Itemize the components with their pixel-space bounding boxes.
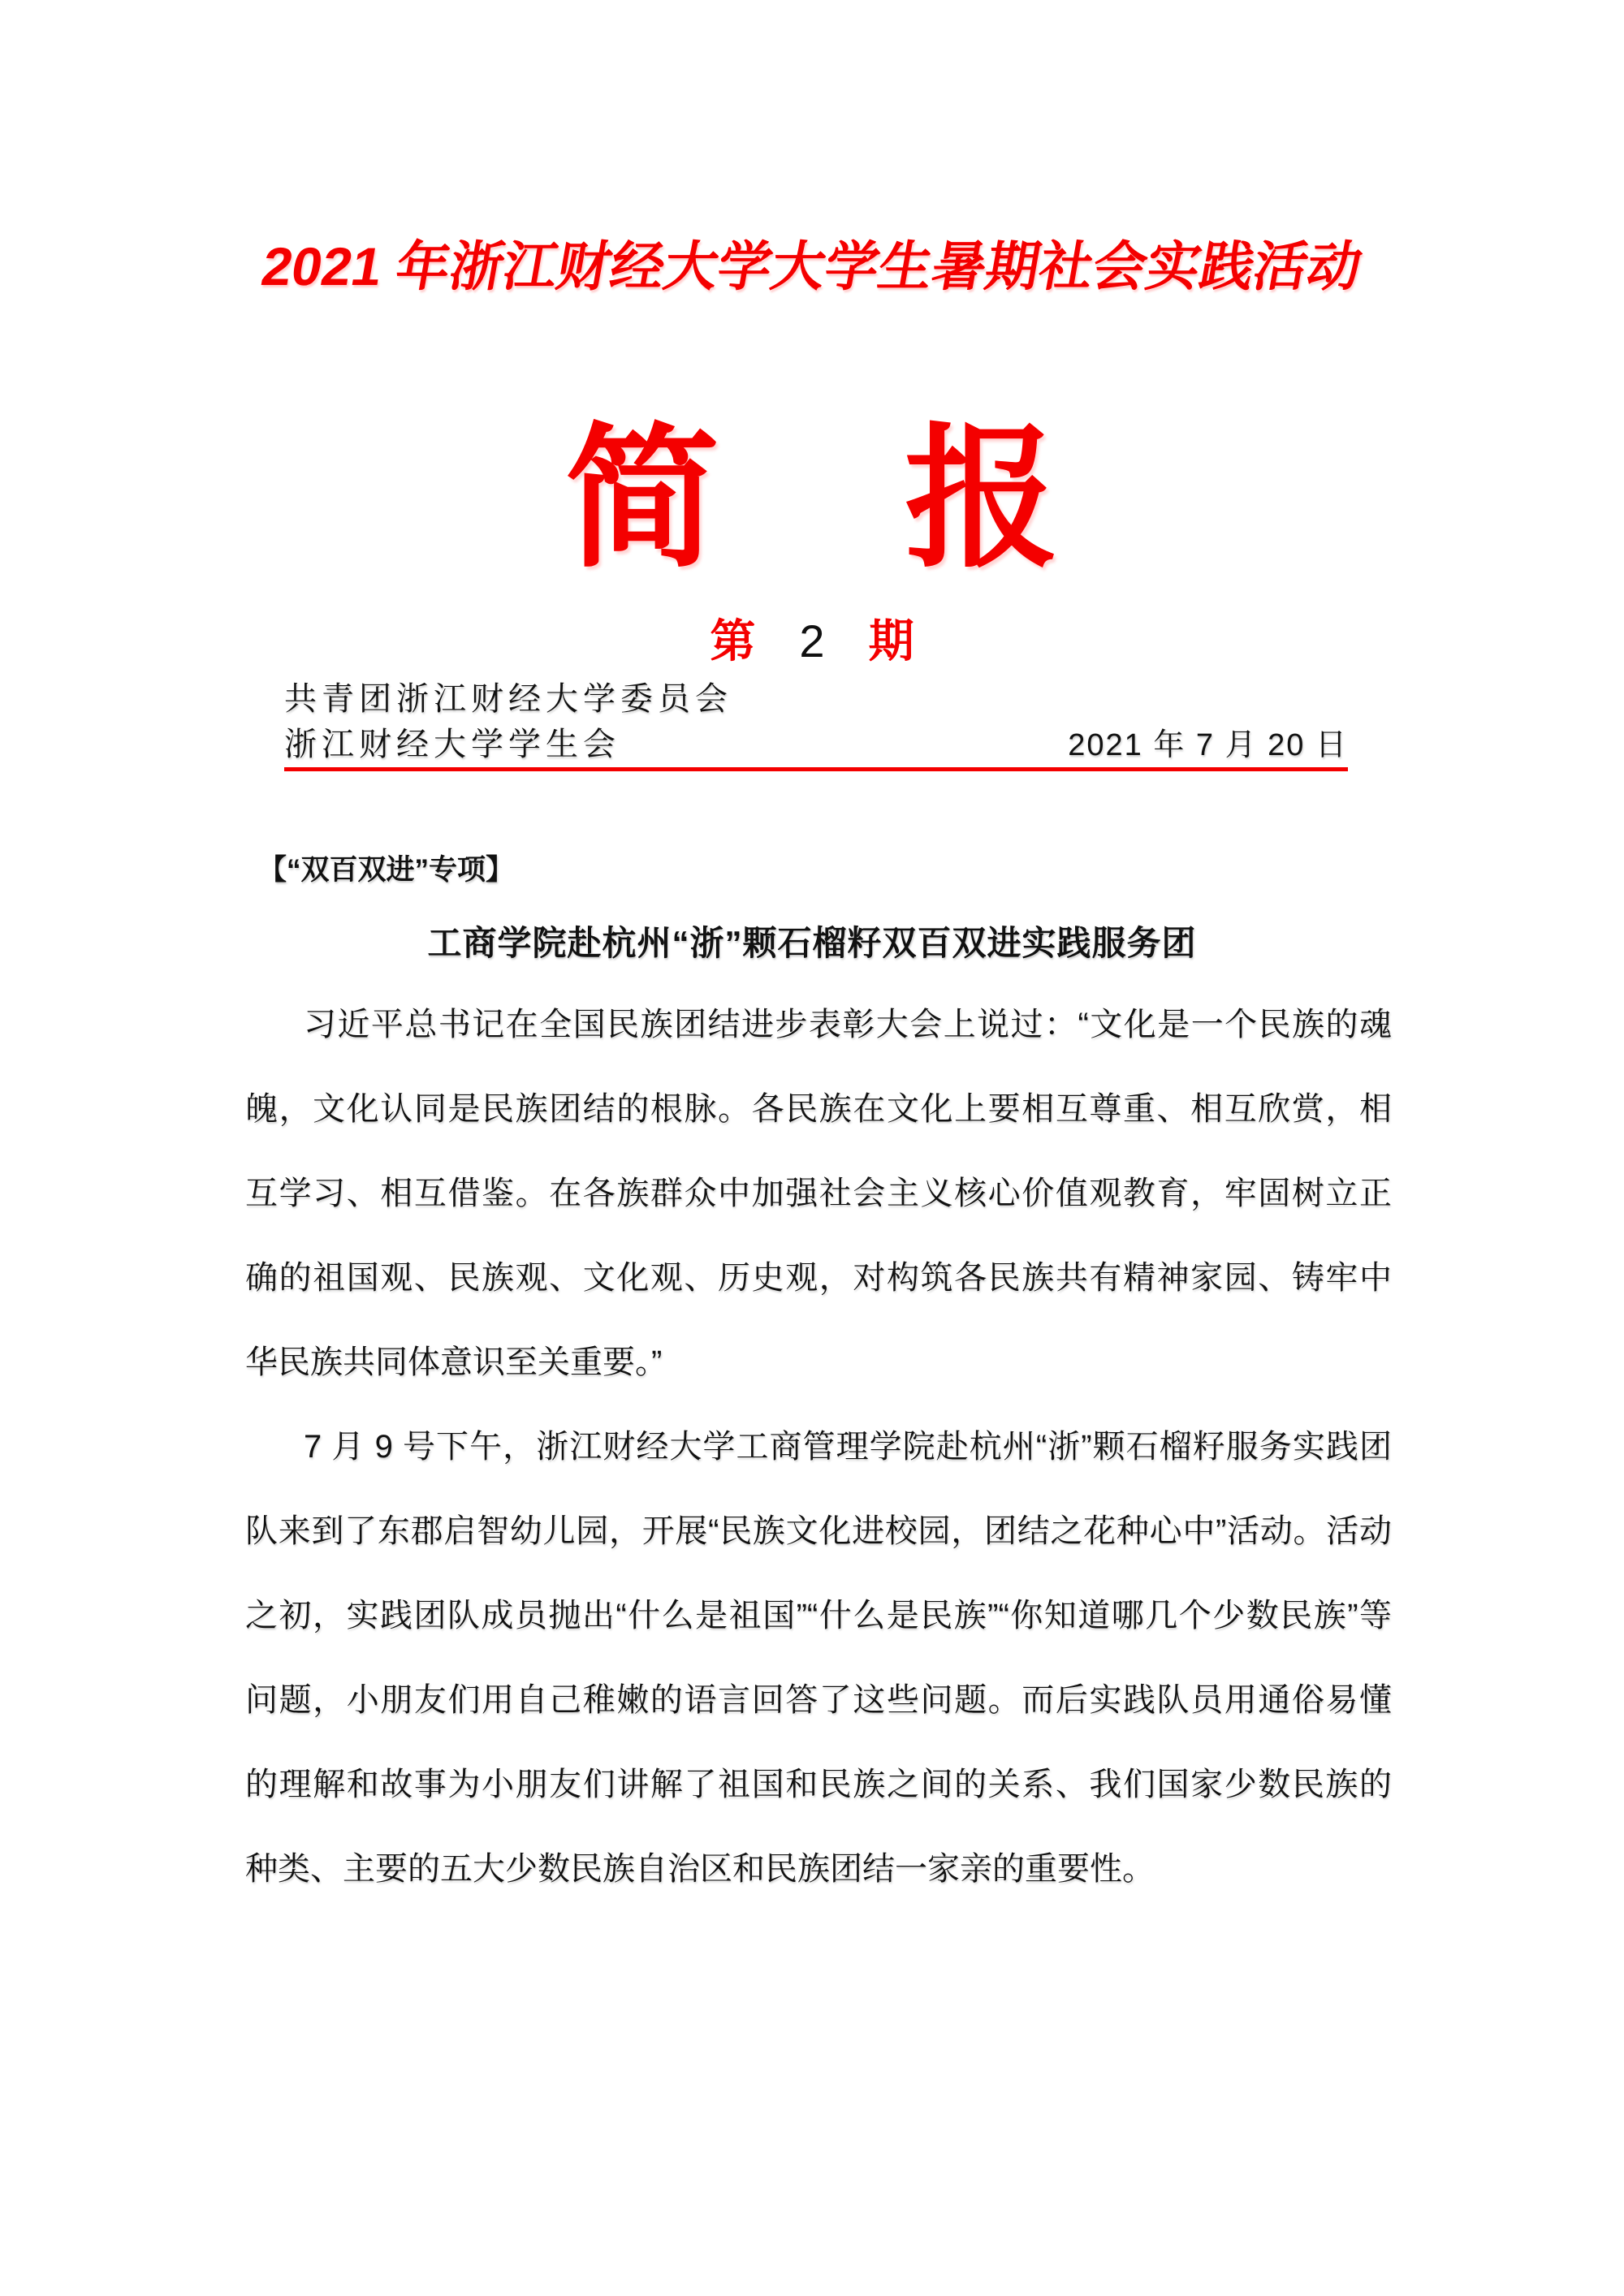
issue-date: 2021 年 7 月 20 日 — [1068, 728, 1348, 762]
article-body — [245, 982, 1392, 1911]
paragraph2-line: 7 月 9 号下午，浙江财经大学工商管理学院赴杭州“浙”颗石榴籽服务实践团 — [304, 1429, 1392, 1465]
issue-prefix: 第 — [710, 615, 756, 667]
article-title: 工商学院赴杭州“浙”颗石榴籽双百双进实践服务团 — [427, 924, 1197, 962]
paragraph2-line: 之初，实践团队成员抛出“什么是祖国”“什么是民族”“你知道哪几个少数民族”等 — [245, 1598, 1392, 1634]
issue-line — [0, 614, 1624, 668]
paragraph1-line: 魄，文化认同是民族团结的根脉。各民族在文化上要相互尊重、相互欣赏，相 — [245, 1091, 1392, 1127]
issue-suffix: 期 — [868, 615, 914, 667]
paragraph1-line: 华民族共同体意识至关重要。” — [245, 1344, 663, 1380]
paragraph1-line: 确的祖国观、民族观、文化观、历史观，对构筑各民族共有精神家园、铸牢中 — [245, 1260, 1392, 1296]
issue-number: 2 — [799, 615, 825, 667]
bulletin-title — [0, 413, 1624, 585]
paragraph2-line: 的理解和故事为小朋友们讲解了祖国和民族之间的关系、我们国家少数民族的 — [245, 1767, 1392, 1802]
paragraph2-line: 队来到了东郡启智幼儿园，开展“民族文化进校园，团结之花种心中”活动。活动 — [245, 1513, 1392, 1549]
bulletin-char-bao: 报 — [905, 413, 1060, 585]
paragraph2-line: 种类、主要的五大少数民族自治区和民族团结一家亲的重要性。 — [245, 1851, 1155, 1887]
masthead — [284, 680, 1348, 771]
masthead-rule-row — [284, 726, 1348, 771]
paragraph2-line: 问题，小朋友们用自己稚嫩的语言回答了这些问题。而后实践队员用通俗易懂 — [245, 1682, 1392, 1718]
bulletin-char-jian: 简 — [564, 413, 719, 585]
org-student-union: 浙江财经大学学生会 — [284, 727, 620, 762]
section-tag: 【“双百双进”专项】 — [258, 854, 515, 886]
activity-title: 2021 年浙江财经大学大学生暑期社会实践活动 — [257, 236, 1367, 296]
org-youth-league-committee: 共青团浙江财经大学委员会 — [284, 681, 732, 717]
paragraph1-line: 互学习、相互借鉴。在各族群众中加强社会主义核心价值观教育，牢固树立正 — [245, 1176, 1392, 1211]
paragraph1-line: 习近平总书记在全国民族团结进步表彰大会上说过：“文化是一个民族的魂 — [304, 1007, 1392, 1042]
